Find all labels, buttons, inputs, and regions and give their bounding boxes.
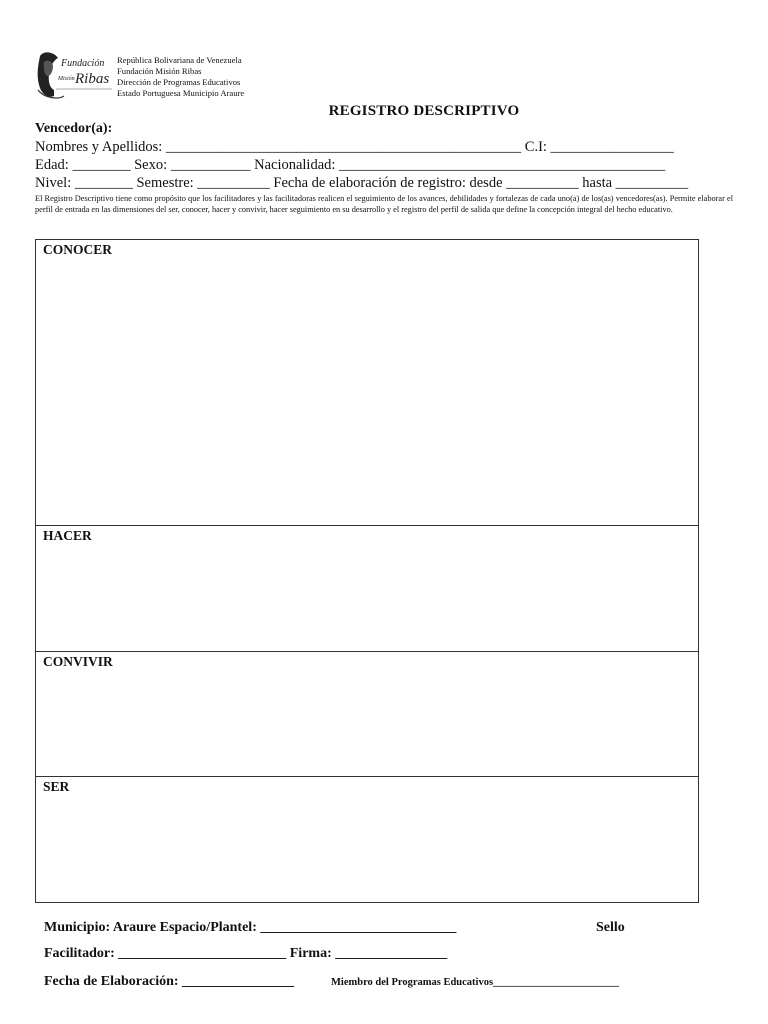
section-hacer-title: HACER <box>43 528 92 543</box>
letterhead-line-3: Dirección de Programas Educativos <box>117 77 241 87</box>
letterhead-line-4: Estado Portuguesa Municipio Araure <box>117 88 245 98</box>
nivel-row[interactable]: Nivel: ________ Semestre: __________ Fecha de elaboración de registro: desde __________ hasta __________ <box>35 175 689 191</box>
section-ser-title: SER <box>43 779 70 794</box>
section-conocer[interactable] <box>35 239 699 526</box>
sello-label: Sello <box>596 920 625 935</box>
description-paragraph: El Registro Descriptivo tiene como propósito que los facilitadores y las facilitadoras realicen el seguimiento de los avances, debilidades y fortalezas de cada uno(a) de los(as) vencedores(as). Permite elaborar el perfil de entrada en las dimensiones del ser, conocer, hacer y convivir, hacer seguimiento en su desarrollo y el registro del perfil de salida que define la concepción integral del hecho educativo. <box>35 194 733 214</box>
section-convivir-title: CONVIVIR <box>43 654 113 669</box>
vencedor-label: Vencedor(a): <box>35 121 113 136</box>
logo-text-mision: Misión <box>58 76 75 82</box>
letterhead <box>117 55 317 99</box>
section-ser[interactable] <box>35 776 699 903</box>
section-hacer[interactable] <box>35 525 699 652</box>
fundacion-mision-ribas-logo <box>34 46 114 102</box>
letterhead-line-1: República Bolivariana de Venezuela <box>117 55 242 65</box>
section-conocer-title: CONOCER <box>43 242 113 257</box>
municipio-row[interactable]: Municipio: Araure Espacio/Plantel: ____________________________ <box>44 920 457 935</box>
facilitador-row[interactable]: Facilitador: ________________________ Firma: ________________ <box>44 946 448 961</box>
section-convivir[interactable] <box>35 651 699 777</box>
nombres-row[interactable]: Nombres y Apellidos: _________________________________________________ C.I: _________________ <box>35 139 674 155</box>
edad-row[interactable]: Edad: ________ Sexo: ___________ Nacionalidad: _____________________________________________ <box>35 157 666 173</box>
logo-text-ribas: Ribas <box>75 71 110 87</box>
miembro-row[interactable]: Miembro del Programas Educativos________________________ <box>331 977 620 988</box>
logo-text-fundacion: Fundación <box>61 58 105 69</box>
document-title: REGISTRO DESCRIPTIVO <box>328 103 520 119</box>
letterhead-line-2: Fundación Misión Ribas <box>117 66 202 76</box>
fecha-elaboracion-row[interactable]: Fecha de Elaboración: ________________ <box>44 974 295 989</box>
